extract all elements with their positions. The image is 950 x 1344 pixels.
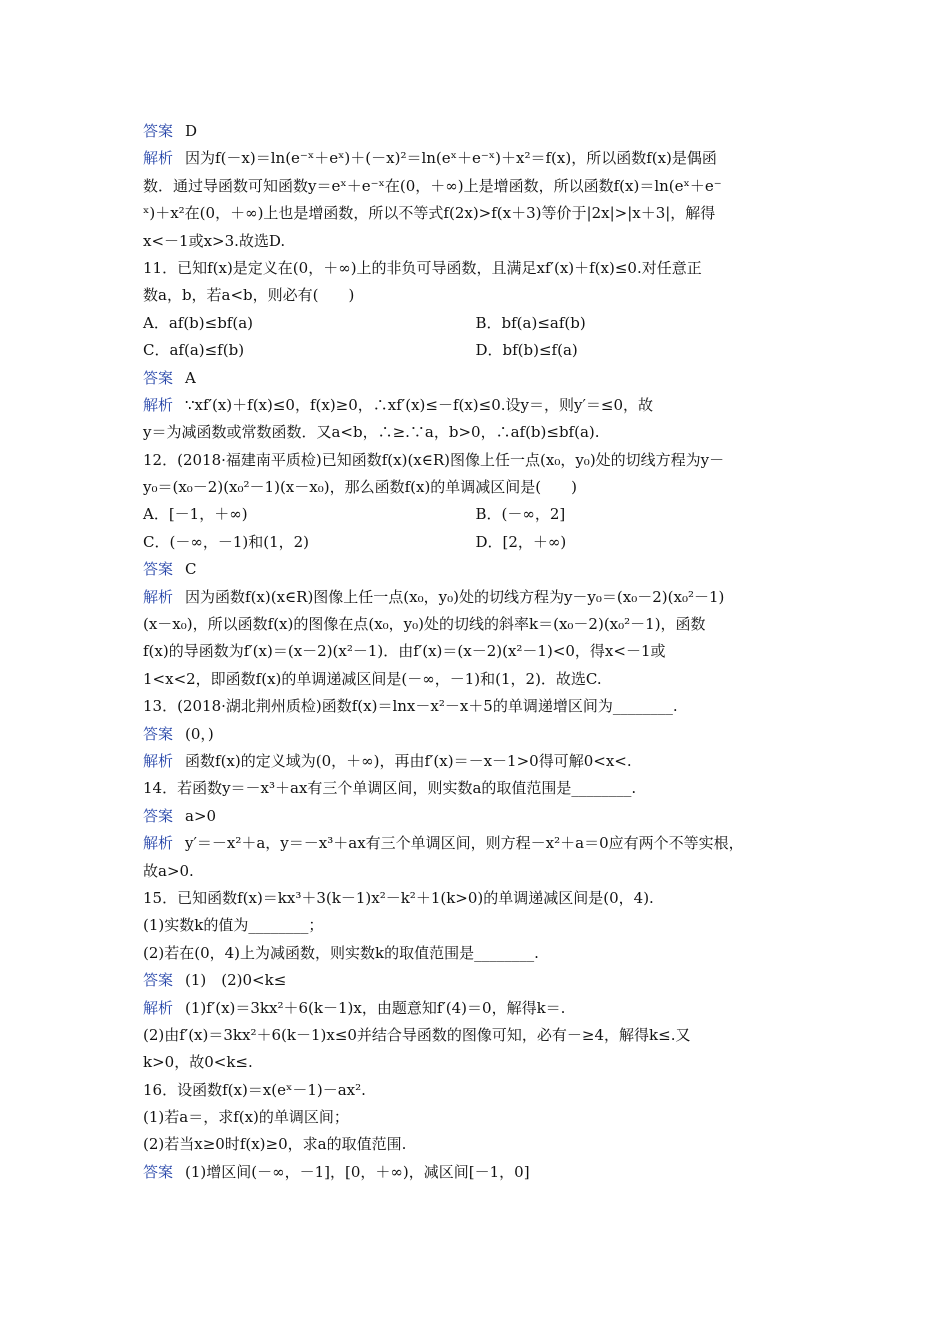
line-text: 15．已知函数f(x)＝kx³＋3(k－1)x²－k²＋1(k>0)的单调递减区间是(0，4). bbox=[143, 888, 654, 907]
line-text: 11．已知f(x)是定义在(0，＋∞)上的非负可导函数，且满足xf′(x)＋f(x)≤0.对任意正 bbox=[143, 258, 702, 277]
line-text: 14．若函数y＝－x³＋ax有三个单调区间，则实数a的取值范围是________. bbox=[143, 779, 637, 798]
text-line bbox=[143, 282, 808, 309]
analysis-line bbox=[143, 584, 808, 611]
line-text: (2)若当x≥0时f(x)≥0，求a的取值范围. bbox=[143, 1135, 407, 1154]
line-text: y＝为减函数或常数函数．又a<b，∴≥.∵a，b>0，∴af(b)≤bf(a). bbox=[143, 423, 600, 442]
text-line bbox=[143, 173, 808, 200]
option-text: B．(－∞，2] bbox=[475, 505, 566, 524]
answer-label: 答案 bbox=[143, 368, 174, 387]
text-line bbox=[143, 255, 808, 282]
answer-label: 答案 bbox=[143, 122, 174, 140]
line-text: x<－1或x>3.故选D. bbox=[143, 231, 286, 250]
text-line bbox=[143, 228, 808, 255]
option-text: A．[－1，＋∞) bbox=[143, 505, 248, 524]
line-text: 数a，b，若a<b，则必有( ) bbox=[143, 286, 355, 305]
line-text: 13．(2018·湖北荆州质检)函数f(x)＝lnx－x²－x＋5的单调递增区间为________. bbox=[143, 697, 678, 716]
answer-line bbox=[143, 118, 808, 145]
text-line bbox=[143, 200, 808, 227]
line-text: 1<x<2，即函数f(x)的单调递减区间是(－∞，－1)和(1，2)．故选C. bbox=[143, 669, 602, 688]
line-text: (0，) bbox=[185, 724, 214, 743]
option-row bbox=[143, 337, 808, 364]
line-text: D bbox=[185, 122, 198, 140]
text-line bbox=[143, 419, 808, 446]
line-text: (1)实数k的值为________； bbox=[143, 916, 324, 935]
answer-line bbox=[143, 365, 808, 392]
line-text: (1)增区间(－∞，－1]，[0，＋∞)，减区间[－1，0] bbox=[185, 1162, 530, 1181]
line-text: 16．设函数f(x)＝x(eˣ－1)－ax². bbox=[143, 1080, 366, 1099]
line-text: C bbox=[185, 560, 197, 579]
answer-line bbox=[143, 721, 808, 748]
analysis-label: 解析 bbox=[143, 395, 174, 414]
text-line bbox=[143, 1049, 808, 1076]
analysis-line bbox=[143, 995, 808, 1022]
text-line bbox=[143, 611, 808, 638]
line-text: y₀＝(x₀－2)(x₀²－1)(x－x₀)，那么函数f(x)的单调减区间是( ) bbox=[143, 478, 577, 497]
line-text: (2)由f′(x)＝3kx²＋6(k－1)x≤0并结合导函数的图像可知，必有－≥4，解得k≤.又 bbox=[143, 1025, 691, 1044]
answer-label: 答案 bbox=[143, 724, 174, 743]
document-body bbox=[143, 118, 808, 1186]
text-line bbox=[143, 885, 808, 912]
text-line bbox=[143, 1077, 808, 1104]
text-line bbox=[143, 1131, 808, 1158]
text-line bbox=[143, 474, 808, 501]
option-row bbox=[143, 529, 808, 556]
line-text: f(x)的导函数为f′(x)＝(x－2)(x²－1)．由f′(x)＝(x－2)(x²－1)<0，得x<－1或 bbox=[143, 642, 666, 661]
answer-line bbox=[143, 1159, 808, 1186]
text-line bbox=[143, 858, 808, 885]
option-text: C．(－∞，－1)和(1，2) bbox=[143, 532, 310, 551]
text-line bbox=[143, 1022, 808, 1049]
text-line bbox=[143, 912, 808, 939]
text-line bbox=[143, 447, 808, 474]
line-text: 数．通过导函数可知函数y＝eˣ＋e⁻ˣ在(0，＋∞)上是增函数，所以函数f(x)＝ln(eˣ＋e⁻ bbox=[143, 176, 722, 195]
option-text: D．[2，＋∞) bbox=[475, 532, 567, 551]
option-row bbox=[143, 501, 808, 528]
analysis-line bbox=[143, 830, 808, 857]
line-text: (2)若在(0，4)上为减函数，则实数k的取值范围是________. bbox=[143, 943, 539, 962]
line-text: (x－x₀)，所以函数f(x)的图像在点(x₀，y₀)处的切线的斜率k＝(x₀－2)(x₀²－1)，函数 bbox=[143, 615, 706, 634]
option-row bbox=[143, 310, 808, 337]
text-line bbox=[143, 775, 808, 802]
answer-label: 答案 bbox=[143, 560, 174, 579]
analysis-label: 解析 bbox=[143, 998, 174, 1017]
line-text: 因为函数f(x)(x∈R)图像上任一点(x₀，y₀)处的切线方程为y－y₀＝(x₀－2)(x₀²－1) bbox=[185, 587, 725, 606]
line-text: ˣ)＋x²在(0，＋∞)上也是增函数，所以不等式f(2x)>f(x＋3)等价于|2x|>|x＋3|，解得 bbox=[143, 204, 716, 223]
answer-line bbox=[143, 967, 808, 994]
answer-line bbox=[143, 803, 808, 830]
analysis-line bbox=[143, 748, 808, 775]
answer-line bbox=[143, 556, 808, 583]
line-text: k>0，故0<k≤. bbox=[143, 1053, 253, 1072]
analysis-label: 解析 bbox=[143, 587, 174, 606]
line-text: (1) (2)0<k≤ bbox=[185, 971, 287, 990]
option-text: C．af(a)≤f(b) bbox=[143, 341, 245, 360]
line-text: 函数f(x)的定义域为(0，＋∞)，再由f′(x)＝－x－1>0得可解0<x<. bbox=[185, 751, 632, 770]
option-text: B．bf(a)≤af(b) bbox=[475, 313, 586, 332]
option-text: D．bf(b)≤f(a) bbox=[475, 341, 578, 360]
text-line bbox=[143, 638, 808, 665]
line-text: (1)若a＝，求f(x)的单调区间； bbox=[143, 1108, 349, 1127]
line-text: y′＝－x²＋a，y＝－x³＋ax有三个单调区间，则方程－x²＋a＝0应有两个不等实根， bbox=[185, 834, 744, 853]
line-text: ∵xf′(x)＋f(x)≤0，f(x)≥0，∴xf′(x)≤－f(x)≤0.设y＝，则y′＝≤0，故 bbox=[185, 395, 654, 414]
analysis-line bbox=[143, 392, 808, 419]
line-text: 12．(2018·福建南平质检)已知函数f(x)(x∈R)图像上任一点(x₀，y₀)处的切线方程为y－ bbox=[143, 450, 725, 469]
answer-label: 答案 bbox=[143, 806, 174, 825]
line-text: a>0 bbox=[185, 806, 217, 825]
line-text: (1)f′(x)＝3kx²＋6(k－1)x，由题意知f′(4)＝0，解得k＝. bbox=[185, 998, 566, 1017]
analysis-label: 解析 bbox=[143, 751, 174, 770]
text-line bbox=[143, 666, 808, 693]
text-line bbox=[143, 940, 808, 967]
option-text: A．af(b)≤bf(a) bbox=[143, 313, 254, 332]
analysis-label: 解析 bbox=[143, 834, 174, 853]
line-text: 因为f(－x)＝ln(e⁻ˣ＋eˣ)＋(－x)²＝ln(eˣ＋e⁻ˣ)＋x²＝f(x)，所以函数f(x)是偶函 bbox=[185, 149, 717, 168]
line-text: 故a>0. bbox=[143, 861, 194, 880]
text-line bbox=[143, 693, 808, 720]
analysis-label: 解析 bbox=[143, 149, 174, 168]
answer-label: 答案 bbox=[143, 1162, 174, 1181]
text-line bbox=[143, 1104, 808, 1131]
answer-label: 答案 bbox=[143, 971, 174, 990]
line-text: A bbox=[185, 368, 196, 387]
analysis-line bbox=[143, 145, 808, 172]
